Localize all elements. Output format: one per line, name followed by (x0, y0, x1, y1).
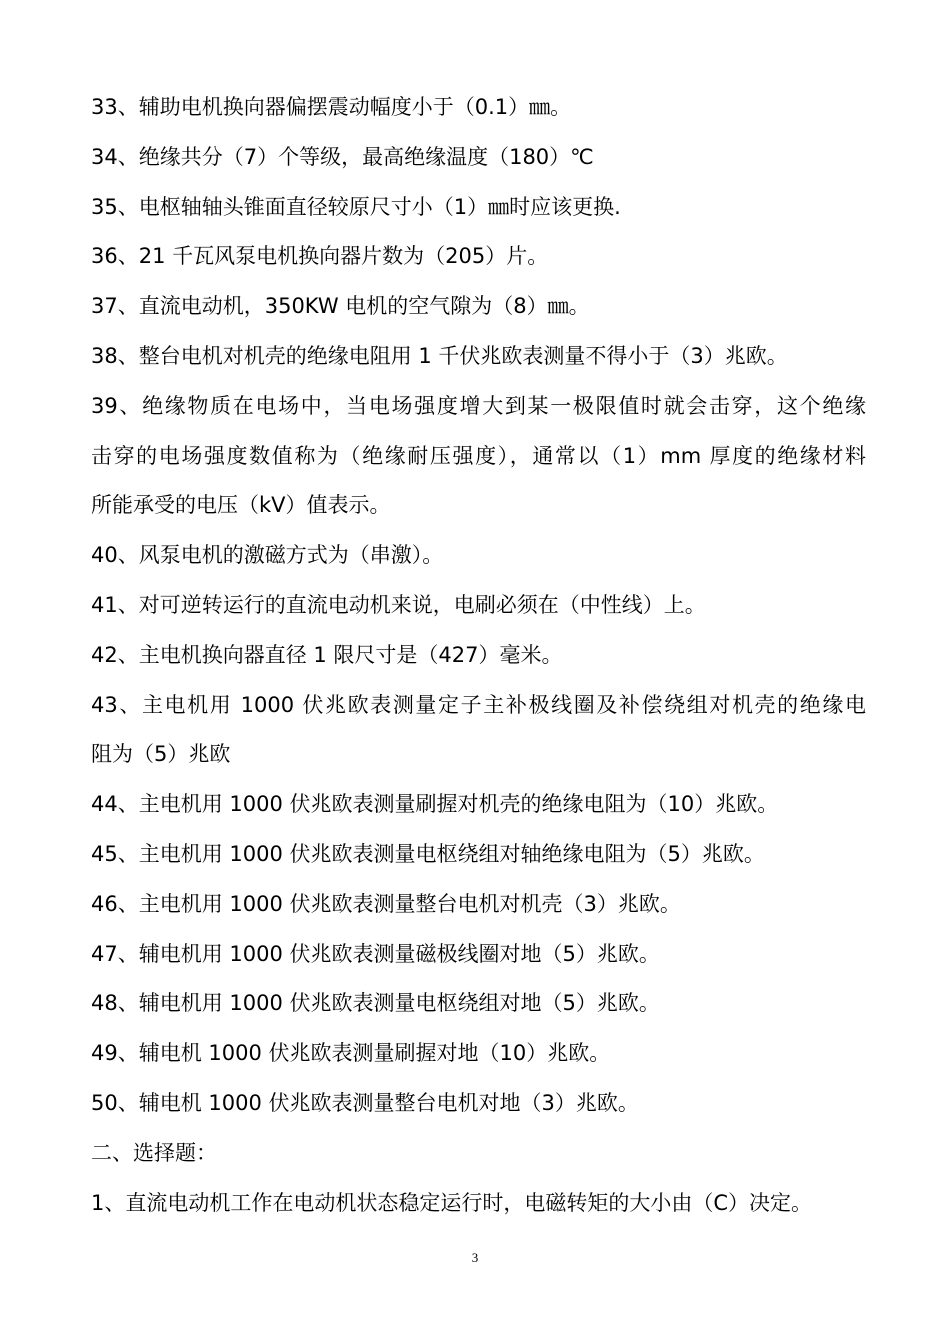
text-line: 36、21 千瓦风泵电机换向器片数为（205）片。 (91, 244, 549, 269)
text-line: 49、辅电机 1000 伏兆欧表测量刷握对地（10）兆欧。 (91, 1041, 611, 1066)
text-line: 45、主电机用 1000 伏兆欧表测量电枢绕组对轴绝缘电阻为（5）兆欧。 (91, 841, 765, 866)
text-line: 46、主电机用 1000 伏兆欧表测量整台电机对机壳（3）兆欧。 (91, 891, 681, 916)
text-line: 击穿的电场强度数值称为（绝缘耐压强度），通常以（1）mm 厚度的绝缘材料 (91, 443, 866, 468)
text-line: 1、直流电动机工作在电动机状态稳定运行时，电磁转矩的大小由（C）决定。 (91, 1190, 813, 1215)
text-line: 50、辅电机 1000 伏兆欧表测量整台电机对地（3）兆欧。 (91, 1090, 639, 1115)
text-line: 42、主电机换向器直径 1 限尺寸是（427）毫米。 (91, 642, 563, 667)
section-heading: 二、选择题： (91, 1140, 217, 1165)
text-line: 39、绝缘物质在电场中，当电场强度增大到某一极限值时就会击穿，这个绝缘 (91, 393, 866, 418)
page-number: 3 (471, 1250, 479, 1265)
page-content (91, 86, 866, 1231)
text-line: 41、对可逆转运行的直流电动机来说，电刷必须在（中性线）上。 (91, 592, 706, 617)
text-line: 阻为（5）兆欧 (91, 742, 231, 767)
text-line: 47、辅电机用 1000 伏兆欧表测量磁极线圈对地（5）兆欧。 (91, 941, 660, 966)
text-line: 35、电枢轴轴头锥面直径较原尺寸小（1）㎜时应该更换. (91, 194, 621, 219)
text-line: 40、风泵电机的激磁方式为（串激）。 (91, 543, 444, 568)
text-line: 44、主电机用 1000 伏兆欧表测量刷握对机壳的绝缘电阻为（10）兆欧。 (91, 792, 779, 817)
text-line: 33、辅助电机换向器偏摆震动幅度小于（0.1）㎜。 (91, 95, 572, 119)
text-line: 38、整台电机对机壳的绝缘电阻用 1 千伏兆欧表测量不得小于（3）兆欧。 (91, 343, 788, 368)
text-line: 34、绝缘共分（7）个等级，最高绝缘温度（180）℃ (91, 144, 594, 169)
text-line: 43、主电机用 1000 伏兆欧表测量定子主补极线圈及补偿绕组对机壳的绝缘电 (91, 692, 866, 717)
text-line: 37、直流电动机，350KW 电机的空气隙为（8）㎜。 (91, 294, 590, 319)
text-line: 所能承受的电压（kV）值表示。 (91, 493, 391, 518)
text-line: 48、辅电机用 1000 伏兆欧表测量电枢绕组对地（5）兆欧。 (91, 991, 660, 1016)
